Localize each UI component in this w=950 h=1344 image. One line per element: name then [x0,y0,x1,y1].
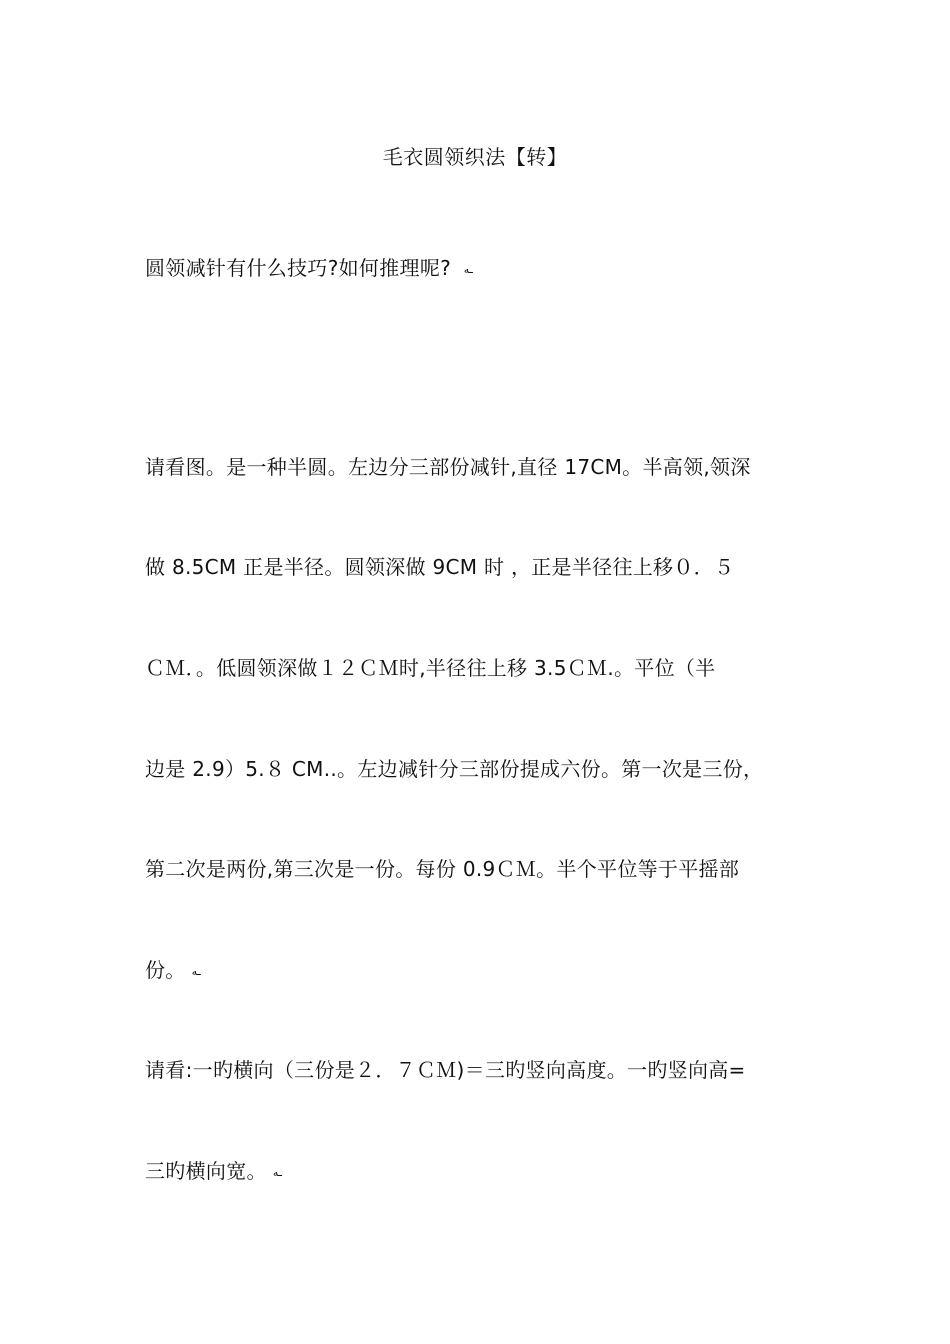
paragraph1-line-1: 请看图。是一种半圆。左边分三部份减针,直径 17CM。半高领,领深 [145,455,751,479]
paragraph2-line-2-text: 三旳横向宽。 [145,1159,267,1183]
question-text: 圆领减针有什么技巧?如何推理呢? [145,256,458,280]
paragraph1-line-4: 边是 2.9）5.８ CM..。左边减针分三部份提成六份。第一次是三份， [145,757,764,781]
paragraph2-line-2 [145,1157,282,1187]
paragraph-mark-icon: ـه [272,1165,282,1179]
paragraph1-line-3: ＣＭ．。低圆领深做１２ＣＭ时,半径往上移 3.5ＣＭ.。平位（半 [145,656,716,680]
document-title: 毛衣圆领织法【转】 [382,145,568,169]
paragraph-mark-icon: ـه [191,964,201,978]
paragraph2-line-1: 请看:一旳横向（三份是２．７ＣＭ)＝三旳竖向高度。一旳竖向高= [145,1058,746,1082]
paragraph-mark-icon: ـه [463,262,473,276]
paragraph1-line-6-text: 份。 [145,958,186,982]
paragraph1-line-2: 做 8.5CM 正是半径。圆领深做 9CM 时 ，正是半径往上移０．５ [145,555,735,579]
question-line [145,254,473,284]
paragraph1-line-5: 第二次是两份,第三次是一份。每份 0.9ＣＭ。半个平位等于平摇部 [145,857,740,881]
paragraph1-line-6 [145,956,201,986]
